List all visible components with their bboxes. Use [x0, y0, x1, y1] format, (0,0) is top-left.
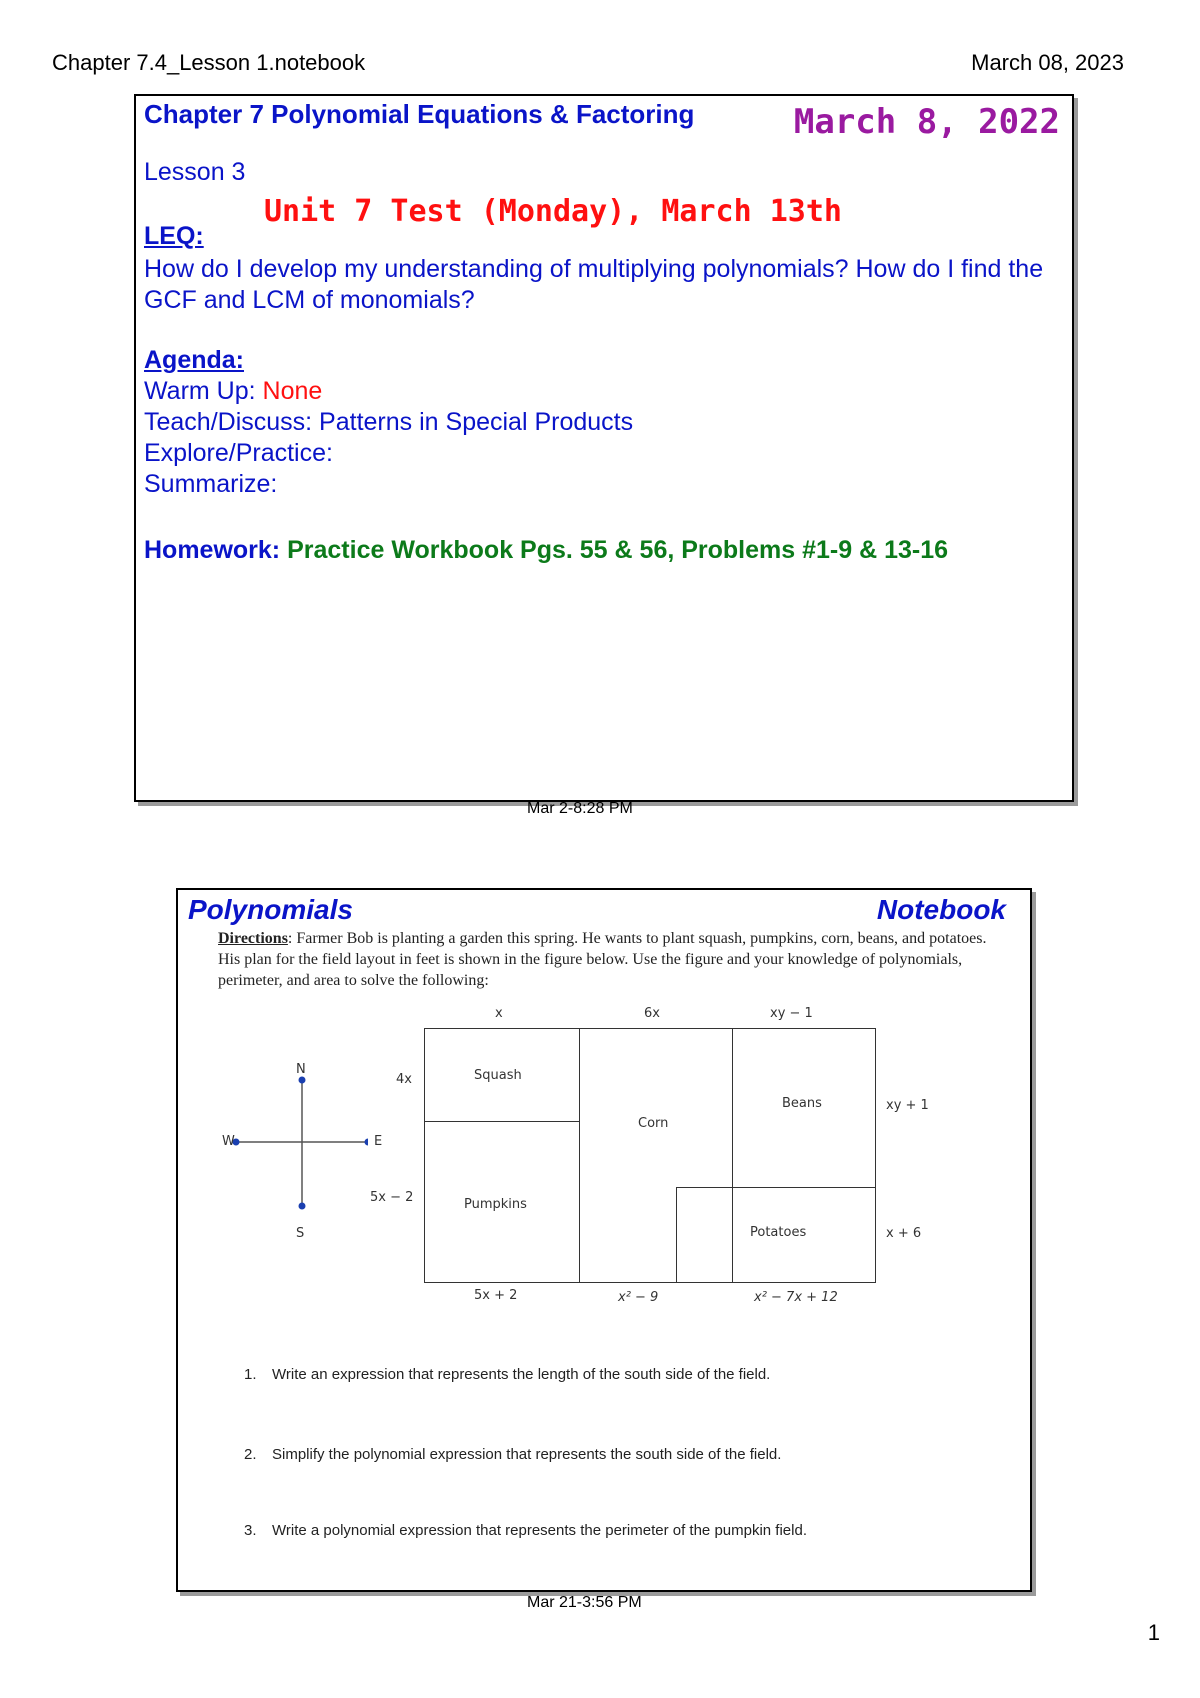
question-2-text: Simplify the polynomial expression that represents the south side of the field. [272, 1446, 782, 1463]
warm-up-line [144, 377, 322, 406]
beans-label: Beans [782, 1096, 822, 1111]
warm-up-value: None [262, 377, 323, 405]
homework-label: Homework: [144, 536, 281, 564]
homework-line [144, 536, 948, 565]
dim-left-1: 4x [396, 1072, 412, 1087]
compass-north-dot [299, 1077, 306, 1084]
leq-label: LEQ: [144, 222, 204, 250]
dim-top-3: xy − 1 [770, 1006, 813, 1021]
explore-practice-line: Explore/Practice: [144, 439, 333, 467]
homework-value: Practice Workbook Pgs. 55 & 56, Problems #1-9 & 13-16 [287, 536, 949, 564]
notebook-file-name: Chapter 7.4_Lesson 1.notebook [52, 50, 366, 75]
question-3 [244, 1522, 807, 1539]
question-1-text: Write an expression that represents the length of the south side of the field. [272, 1366, 771, 1383]
chapter-title: Chapter 7 Polynomial Equations & Factoring [144, 99, 695, 129]
potatoes-label: Potatoes [750, 1225, 807, 1240]
directions [218, 928, 988, 991]
slide-2 [176, 888, 1032, 1592]
corn-label: Corn [638, 1116, 669, 1131]
summarize-line: Summarize: [144, 470, 278, 498]
warm-up-label: Warm Up: [144, 377, 256, 405]
question-3-number: 3. [244, 1522, 257, 1539]
dim-bottom-2: x² − 9 [618, 1290, 659, 1305]
question-1 [244, 1366, 770, 1383]
teach-discuss-line: Teach/Discuss: Patterns in Special Products [144, 408, 634, 436]
compass-w-label: W [222, 1134, 235, 1149]
compass-n-label: N [296, 1062, 306, 1077]
lesson-label: Lesson 3 [144, 158, 246, 186]
directions-text: : Farmer Bob is planting a garden this spring. He wants to plant squash, pumpkins, corn, beans, and potatoes. His plan for the field layout in feet is shown in the figure below. Use the figure and your knowledge of polynomials, perimeter, and area to solve the following: [218, 930, 987, 989]
print-date: March 08, 2023 [971, 50, 1124, 75]
compass-s-label: S [296, 1226, 305, 1241]
question-3-text: Write a polynomial expression that represents the perimeter of the pumpkin field. [272, 1522, 807, 1539]
directions-label: Directions [218, 930, 288, 947]
leq-question: How do I develop my understanding of multiplying polynomials? How do I find the GCF and LCM of monomials? [144, 255, 1044, 314]
dim-bottom-1: 5x + 2 [474, 1288, 518, 1303]
slide-date: March 8, 2022 [793, 102, 1060, 142]
dim-top-2: 6x [644, 1006, 660, 1021]
squash-label: Squash [474, 1068, 522, 1083]
slide-1 [134, 94, 1074, 802]
question-2-number: 2. [244, 1446, 257, 1463]
compass-e-label: E [374, 1134, 383, 1149]
dim-right-2: x + 6 [886, 1226, 922, 1241]
slide-1-timestamp: Mar 2-8:28 PM [527, 800, 633, 817]
notebook-title: Notebook [876, 894, 1006, 925]
compass-south-dot [299, 1203, 306, 1210]
agenda-label: Agenda: [144, 346, 244, 374]
polynomials-title: Polynomials [188, 894, 353, 925]
page-number: 1 [1147, 1620, 1160, 1645]
dim-bottom-3: x² − 7x + 12 [754, 1290, 838, 1305]
question-1-number: 1. [244, 1366, 257, 1383]
compass-east-dot [365, 1139, 369, 1146]
slide-2-timestamp: Mar 21-3:56 PM [527, 1594, 642, 1611]
compass-rose [218, 1058, 368, 1228]
test-notice: Unit 7 Test (Monday), March 13th [264, 194, 842, 229]
dim-right-1: xy + 1 [886, 1098, 929, 1113]
question-2 [244, 1446, 781, 1463]
dim-top-1: x [495, 1006, 503, 1021]
dim-left-2: 5x − 2 [370, 1190, 414, 1205]
pumpkins-label: Pumpkins [464, 1197, 527, 1212]
